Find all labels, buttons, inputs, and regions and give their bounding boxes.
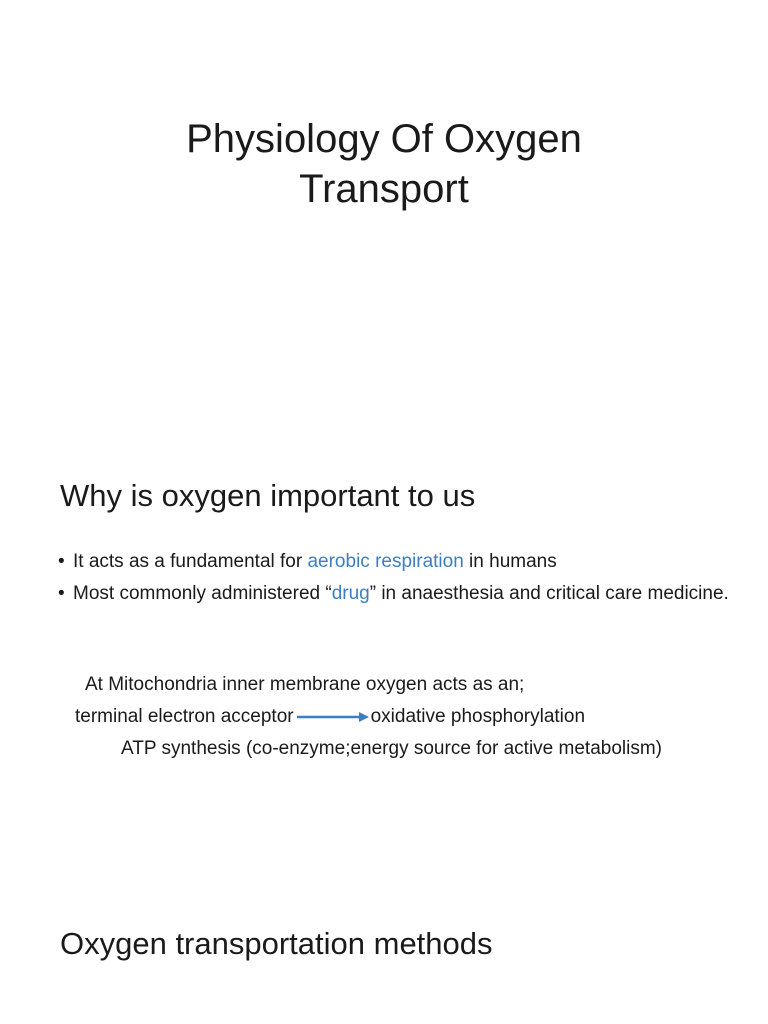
bullet-list [58, 549, 738, 613]
slide-title-line-2: Transport [299, 167, 469, 211]
slide-title-line-1: Physiology Of Oxygen [186, 117, 582, 161]
bullet-dot-icon: • [58, 583, 65, 604]
highlight-aerobic-respiration: aerobic respiration [307, 551, 464, 572]
bullet-text-before: It acts as a fundamental for [73, 551, 308, 572]
bullet-text-after: ” in anaesthesia and critical care medicine. [369, 583, 729, 604]
section-heading-transport-methods: Oxygen transportation methods [60, 926, 493, 961]
terminal-electron-acceptor-text: terminal electron acceptor [75, 706, 294, 727]
terminal-acceptor-line [75, 704, 585, 729]
section-heading-why-oxygen: Why is oxygen important to us [60, 478, 476, 513]
bullet-text-before: Most commonly administered “ [73, 583, 332, 604]
bullet-text-after: in humans [463, 551, 557, 572]
slide-title [0, 114, 768, 214]
bullet-item-drug [58, 581, 738, 606]
bullet-dot-icon: • [58, 551, 65, 572]
bullet-item-aerobic [58, 549, 738, 574]
arrow-right-icon [296, 710, 370, 724]
oxidative-phosphorylation-text: oxidative phosphorylation [370, 706, 586, 727]
mitochondria-line: At Mitochondria inner membrane oxygen acts as an; [85, 674, 525, 695]
highlight-drug: drug [331, 583, 370, 604]
atp-synthesis-line: ATP synthesis (co-enzyme;energy source for active metabolism) [121, 738, 662, 759]
